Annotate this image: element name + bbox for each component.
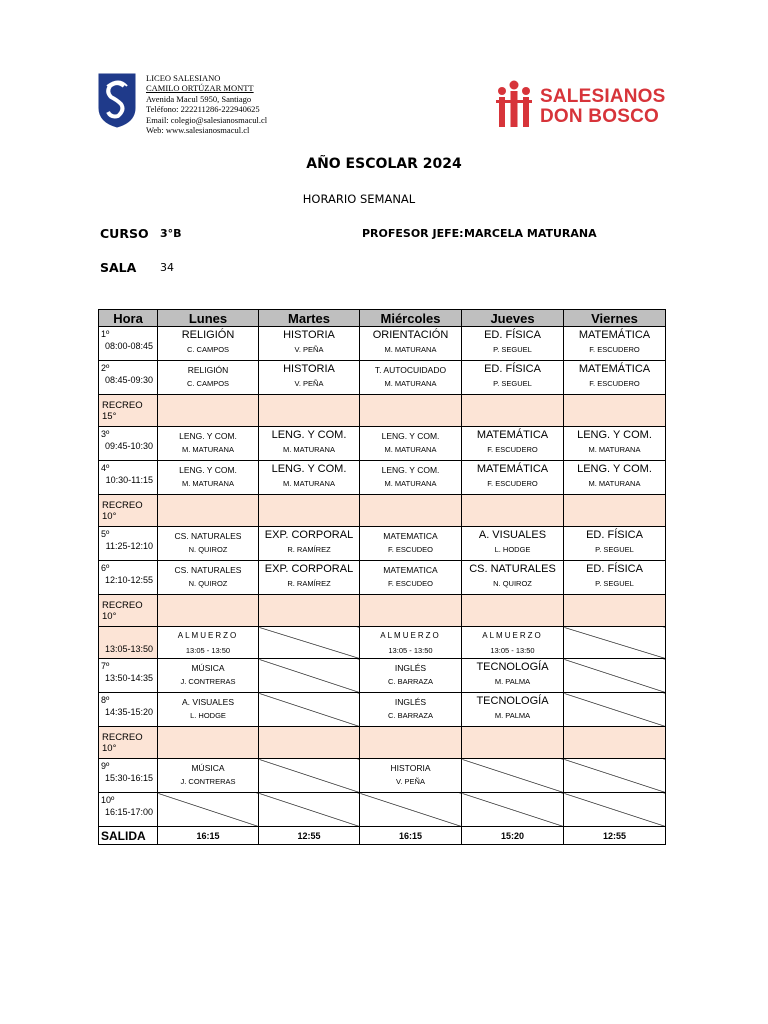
header-miercoles: Miércoles <box>360 310 462 327</box>
subject-name: LENG. Y COM. <box>271 429 347 441</box>
empty-slot-cell <box>259 759 360 793</box>
header-viernes: Viernes <box>564 310 666 327</box>
salida-label: SALIDA <box>99 827 158 845</box>
period-time-cell <box>99 461 158 495</box>
teacher-name: V. PEÑA <box>294 379 324 388</box>
recreo-label: RECREO 10° <box>99 595 158 627</box>
subject-name: HISTORIA <box>283 363 335 375</box>
teacher-name: L. HODGE <box>494 545 531 554</box>
brand-line2: DON BOSCO <box>540 106 659 127</box>
teacher-name: C. BARRAZA <box>387 677 433 686</box>
recreo-cell <box>564 595 666 627</box>
subject-name: MATEMATICA <box>383 531 438 541</box>
lunch-cell <box>158 627 259 659</box>
school-subname: CAMILO ORTÚZAR MONTT <box>146 83 254 94</box>
period-time-cell <box>99 561 158 595</box>
period-row <box>99 427 666 461</box>
table-header-row <box>99 310 666 327</box>
period-number: 6º <box>101 563 110 573</box>
period-time-cell <box>99 427 158 461</box>
subject-name: ED. FÍSICA <box>484 363 541 375</box>
recreo-row <box>99 395 666 427</box>
subject-cell <box>462 561 564 595</box>
profesor-value: MARCELA MATURANA <box>464 227 597 240</box>
empty-slot-cell <box>360 793 462 827</box>
lunch-time: 13:05 - 13:50 <box>490 646 535 655</box>
subject-name: TECNOLOGÍA <box>476 695 549 707</box>
recreo-row <box>99 495 666 527</box>
recreo-cell <box>158 727 259 759</box>
teacher-name: R. RAMÍREZ <box>287 579 331 588</box>
recreo-label: RECREO 10° <box>99 495 158 527</box>
period-time-cell <box>99 759 158 793</box>
subject-name: ED. FÍSICA <box>586 563 643 575</box>
teacher-name: N. QUIROZ <box>188 579 228 588</box>
period-number: 5º <box>101 529 110 539</box>
teacher-name: M. MATURANA <box>588 479 641 488</box>
salida-time: 16:15 <box>158 827 259 845</box>
period-time: 16:15-17:00 <box>104 807 153 817</box>
subject-cell <box>158 461 259 495</box>
teacher-name: R. RAMÍREZ <box>287 545 331 554</box>
subject-name: CS. NATURALES <box>174 565 242 575</box>
teacher-name: M. PALMA <box>494 711 531 720</box>
page-title: AÑO ESCOLAR 2024 <box>306 156 462 172</box>
subject-name: MÚSICA <box>191 763 225 773</box>
empty-slot-cell <box>564 659 666 693</box>
subject-cell <box>564 561 666 595</box>
subject-name: INGLÉS <box>394 697 427 707</box>
profesor-label: PROFESOR JEFE: <box>362 227 464 240</box>
subject-name: MATEMÁTICA <box>578 363 651 375</box>
period-row <box>99 627 666 659</box>
empty-slot-cell <box>259 627 360 659</box>
lunch-cell <box>462 627 564 659</box>
subject-cell <box>462 527 564 561</box>
subject-cell <box>259 361 360 395</box>
period-time-cell <box>99 527 158 561</box>
period-time: 12:10-12:55 <box>104 575 153 585</box>
period-row <box>99 561 666 595</box>
teacher-name: L. HODGE <box>190 711 226 720</box>
period-time: 10:30-11:15 <box>105 475 153 485</box>
period-number: 7º <box>101 661 110 671</box>
page-subtitle: HORARIO SEMANAL <box>302 192 416 206</box>
teacher-name: J. CONTRERAS <box>180 677 236 686</box>
recreo-cell <box>259 495 360 527</box>
empty-slot-cell <box>564 793 666 827</box>
recreo-cell <box>158 595 259 627</box>
subject-cell <box>462 693 564 727</box>
teacher-name: F. ESCUDEO <box>387 579 433 588</box>
subject-name: LENG. Y COM. <box>271 463 347 475</box>
recreo-label: RECREO 10° <box>99 727 158 759</box>
subject-name: T. AUTOCUIDADO <box>374 365 447 375</box>
school-name: LICEO SALESIANO <box>146 73 221 83</box>
teacher-name: C. CAMPOS <box>186 379 230 388</box>
period-row <box>99 759 666 793</box>
teacher-name: F. ESCUDEO <box>387 545 433 554</box>
teacher-name: P. SEGUEL <box>493 379 532 388</box>
subject-cell <box>259 527 360 561</box>
sala-value: 34 <box>160 261 174 274</box>
teacher-name: M. MATURANA <box>384 379 437 388</box>
teacher-name: M. PALMA <box>494 677 531 686</box>
period-number: 3º <box>101 429 110 439</box>
subject-cell <box>360 561 462 595</box>
teacher-name: J. CONTRERAS <box>180 777 236 786</box>
teacher-name: C. CAMPOS <box>186 345 230 354</box>
subject-name: LENG. Y COM. <box>577 429 652 441</box>
subject-cell <box>462 361 564 395</box>
teacher-name: F. ESCUDERO <box>589 345 640 354</box>
subject-cell <box>158 561 259 595</box>
recreo-cell <box>158 495 259 527</box>
subject-name: CS. NATURALES <box>174 531 242 541</box>
subject-name: MÚSICA <box>191 663 225 673</box>
period-row <box>99 659 666 693</box>
lunch-label: ALMUERZO <box>177 631 239 640</box>
empty-slot-cell <box>462 793 564 827</box>
teacher-name: V. PEÑA <box>396 777 425 786</box>
recreo-cell <box>564 727 666 759</box>
lunch-time: 13:05 - 13:50 <box>388 646 433 655</box>
subject-cell <box>259 427 360 461</box>
period-number: 9º <box>101 761 110 771</box>
subject-name: MATEMÁTICA <box>578 329 651 341</box>
subject-cell <box>360 693 462 727</box>
period-number: 2º <box>101 363 110 373</box>
subject-cell <box>158 759 259 793</box>
recreo-cell <box>360 727 462 759</box>
subject-cell <box>564 327 666 361</box>
teacher-name: P. SEGUEL <box>493 345 532 354</box>
period-time: 13:50-14:35 <box>104 673 153 683</box>
subject-cell <box>462 659 564 693</box>
period-row <box>99 327 666 361</box>
salida-time: 15:20 <box>462 827 564 845</box>
subject-cell <box>259 327 360 361</box>
period-number: 4º <box>101 463 110 473</box>
recreo-cell <box>462 727 564 759</box>
period-time-cell <box>99 627 158 659</box>
subject-cell <box>158 427 259 461</box>
school-web: Web: www.salesianosmacul.cl <box>146 125 250 136</box>
empty-slot-cell <box>564 759 666 793</box>
subject-name: TECNOLOGÍA <box>476 661 549 673</box>
teacher-name: M. MATURANA <box>384 445 437 454</box>
subject-cell <box>360 461 462 495</box>
period-time: 08:00-08:45 <box>104 341 153 351</box>
subject-cell <box>360 527 462 561</box>
subject-cell <box>158 693 259 727</box>
subject-cell <box>360 327 462 361</box>
empty-slot-cell <box>158 793 259 827</box>
subject-cell <box>564 461 666 495</box>
school-crest-logo <box>97 72 137 128</box>
recreo-cell <box>360 595 462 627</box>
recreo-row <box>99 727 666 759</box>
subject-name: A. VISUALES <box>182 697 234 707</box>
period-time: 09:45-10:30 <box>104 441 153 451</box>
period-row <box>99 461 666 495</box>
period-time: 15:30-16:15 <box>104 773 153 783</box>
period-time-cell <box>99 659 158 693</box>
subject-name: EXP. CORPORAL <box>264 563 354 575</box>
lunch-cell <box>360 627 462 659</box>
school-phone: Teléfono: 222211286-222940625 <box>146 104 260 115</box>
subject-name: HISTORIA <box>390 763 431 773</box>
period-time: 14:35-15:20 <box>104 707 153 717</box>
salida-row <box>99 827 666 845</box>
weekly-schedule-table <box>98 309 666 845</box>
subject-name: HISTORIA <box>283 329 335 341</box>
subject-name: CS. NATURALES <box>469 563 556 575</box>
school-email: Email: colegio@salesianosmacul.cl <box>146 114 268 125</box>
recreo-cell <box>564 395 666 427</box>
header-hora: Hora <box>99 310 158 327</box>
salesianos-people-icon <box>494 80 534 130</box>
salida-time: 12:55 <box>259 827 360 845</box>
period-number: 10º <box>101 795 115 805</box>
subject-cell <box>462 427 564 461</box>
period-row <box>99 361 666 395</box>
empty-slot-cell <box>259 793 360 827</box>
subject-name: RELIGIÓN <box>187 365 229 375</box>
subject-name: MATEMÁTICA <box>476 429 549 441</box>
teacher-name: F. ESCUDERO <box>589 379 640 388</box>
period-time-cell <box>99 793 158 827</box>
recreo-cell <box>564 495 666 527</box>
teacher-name: M. MATURANA <box>384 479 437 488</box>
brand-line1: SALESIANOS <box>540 86 666 107</box>
sala-label: SALA <box>100 260 137 275</box>
teacher-name: F. ESCUDERO <box>487 445 538 454</box>
recreo-cell <box>158 395 259 427</box>
subject-name: ED. FÍSICA <box>586 529 643 541</box>
period-number: 8º <box>101 695 110 705</box>
subject-cell <box>158 659 259 693</box>
period-time-cell <box>99 361 158 395</box>
recreo-cell <box>360 495 462 527</box>
subject-name: ED. FÍSICA <box>484 329 541 341</box>
salesianos-brand-text <box>540 87 666 127</box>
subject-name: RELIGIÓN <box>181 329 235 341</box>
subject-cell <box>462 461 564 495</box>
lunch-time: 13:05 - 13:50 <box>185 646 231 655</box>
subject-name: MATEMÁTICA <box>476 463 549 475</box>
subject-cell <box>259 561 360 595</box>
teacher-name: M. MATURANA <box>283 445 335 454</box>
teacher-name: V. PEÑA <box>294 345 324 354</box>
recreo-cell <box>259 595 360 627</box>
teacher-name: M. MATURANA <box>588 445 641 454</box>
period-row <box>99 527 666 561</box>
subject-cell <box>360 659 462 693</box>
teacher-name: P. SEGUEL <box>595 545 634 554</box>
period-time-cell <box>99 327 158 361</box>
subject-name: A. VISUALES <box>478 529 547 541</box>
subject-name: MATEMATICA <box>383 565 438 575</box>
header-lunes: Lunes <box>158 310 259 327</box>
subject-name: LENG. Y COM. <box>179 465 237 475</box>
subject-name: EXP. CORPORAL <box>264 529 354 541</box>
teacher-name: N. QUIROZ <box>493 579 532 588</box>
period-time: 13:05-13:50 <box>104 644 153 654</box>
subject-name: LENG. Y COM. <box>381 465 440 475</box>
recreo-cell <box>462 495 564 527</box>
teacher-name: M. MATURANA <box>283 479 335 488</box>
subject-cell <box>360 361 462 395</box>
recreo-cell <box>259 727 360 759</box>
subject-cell <box>564 427 666 461</box>
school-info <box>146 73 267 135</box>
teacher-name: N. QUIROZ <box>188 545 228 554</box>
empty-slot-cell <box>564 627 666 659</box>
subject-cell <box>158 361 259 395</box>
period-number: 1º <box>101 329 110 339</box>
period-row <box>99 793 666 827</box>
teacher-name: M. MATURANA <box>182 445 234 454</box>
recreo-cell <box>462 595 564 627</box>
teacher-name: F. ESCUDERO <box>487 479 538 488</box>
lunch-label: ALMUERZO <box>482 631 543 640</box>
recreo-row <box>99 595 666 627</box>
teacher-name: P. SEGUEL <box>595 579 634 588</box>
empty-slot-cell <box>564 693 666 727</box>
recreo-cell <box>360 395 462 427</box>
recreo-cell <box>259 395 360 427</box>
period-time-cell <box>99 693 158 727</box>
school-address: Avenida Macul 5950, Santiago <box>146 93 252 104</box>
header-martes: Martes <box>259 310 360 327</box>
subject-cell <box>158 527 259 561</box>
subject-cell <box>360 759 462 793</box>
curso-label: CURSO <box>100 226 149 241</box>
subject-cell <box>564 527 666 561</box>
recreo-label: RECREO 15° <box>99 395 158 427</box>
period-time: 11:25-12:10 <box>105 541 153 551</box>
empty-slot-cell <box>259 693 360 727</box>
subject-cell <box>360 427 462 461</box>
subject-name: INGLÉS <box>394 663 427 673</box>
teacher-name: M. MATURANA <box>182 479 234 488</box>
empty-slot-cell <box>462 759 564 793</box>
subject-name: LENG. Y COM. <box>577 463 652 475</box>
period-row <box>99 693 666 727</box>
subject-cell <box>158 327 259 361</box>
lunch-label: ALMUERZO <box>380 631 441 640</box>
recreo-cell <box>462 395 564 427</box>
teacher-name: M. MATURANA <box>384 345 437 354</box>
salida-time: 16:15 <box>360 827 462 845</box>
period-time: 08:45-09:30 <box>104 375 153 385</box>
subject-name: LENG. Y COM. <box>179 431 237 441</box>
subject-cell <box>564 361 666 395</box>
subject-name: LENG. Y COM. <box>381 431 440 441</box>
empty-slot-cell <box>259 659 360 693</box>
salida-time: 12:55 <box>564 827 666 845</box>
curso-value: 3°B <box>160 227 182 240</box>
subject-cell <box>462 327 564 361</box>
subject-name: ORIENTACIÓN <box>372 329 449 341</box>
teacher-name: C. BARRAZA <box>387 711 433 720</box>
subject-cell <box>259 461 360 495</box>
header-jueves: Jueves <box>462 310 564 327</box>
